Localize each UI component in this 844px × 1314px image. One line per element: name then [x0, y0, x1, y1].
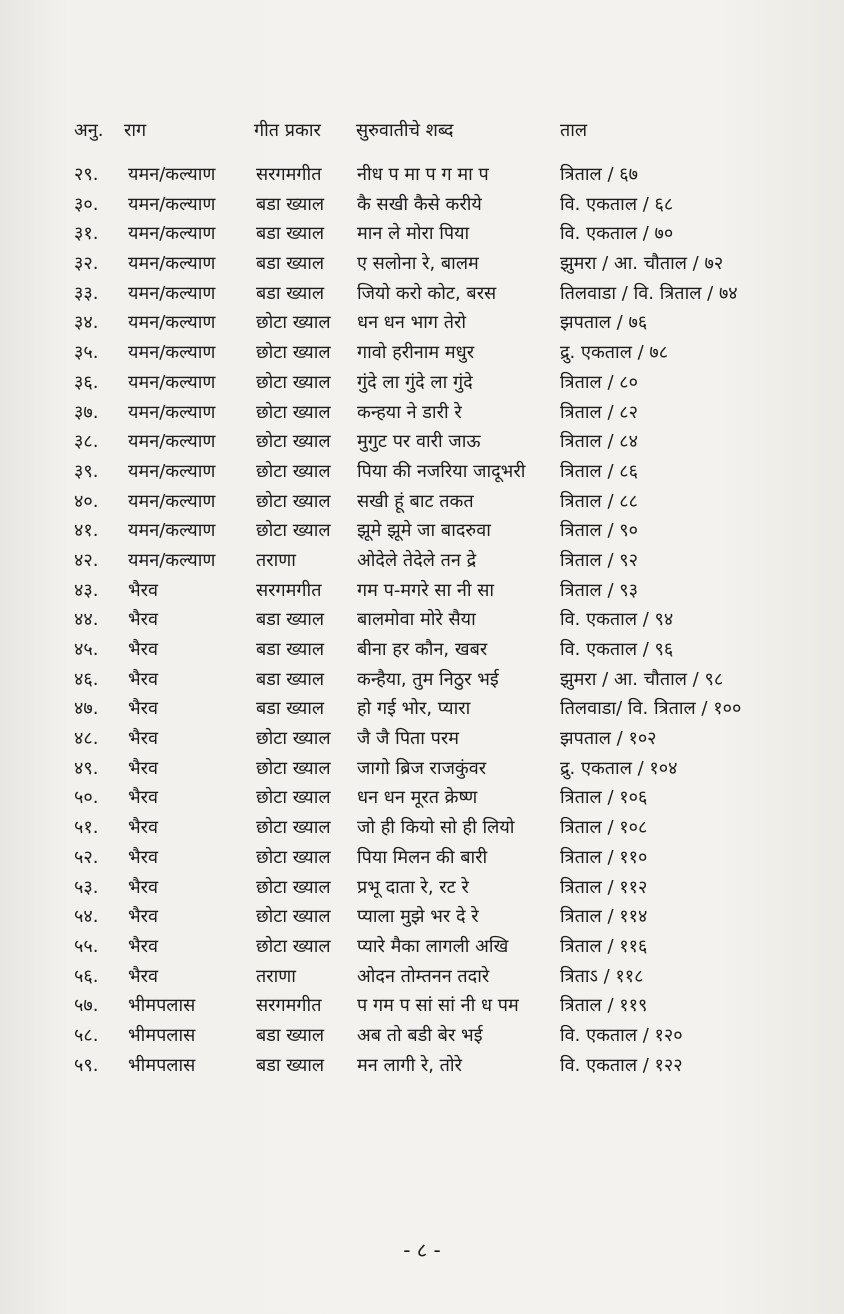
row-song-type: छोटा ख्याल [256, 490, 331, 512]
song-index-table [0, 162, 844, 1082]
row-song-type: बडा ख्याल [256, 609, 325, 631]
row-number: ५२. [74, 846, 99, 868]
header-taal: ताल [560, 120, 588, 141]
row-opening-words: झूमे झूमे जा बादरुवा [357, 520, 491, 542]
row-opening-words: सखी हूं बाट तकत [357, 490, 474, 512]
row-number: ४५. [74, 639, 99, 660]
row-number: ३९. [74, 460, 99, 482]
row-opening-words: कन्हैया, तुम निठुर भई [357, 668, 499, 690]
table-row [0, 370, 844, 400]
row-raag: यमन/कल्याण [128, 282, 216, 304]
row-raag: भैरव [128, 846, 159, 868]
row-song-type: तराणा [256, 549, 296, 571]
row-raag: भैरव [128, 579, 159, 601]
row-opening-words: नीध प मा प ग मा प [357, 164, 489, 185]
row-number: ५५. [74, 935, 99, 957]
table-row [0, 518, 844, 548]
table-row [0, 756, 844, 786]
row-taal: त्रिताल / ८८ [560, 490, 638, 512]
table-row [0, 162, 844, 192]
row-raag: यमन/कल्याण [128, 520, 216, 542]
row-song-type: बडा ख्याल [256, 253, 325, 275]
table-header [0, 118, 844, 148]
row-song-type: सरगमगीत [256, 995, 322, 1017]
row-opening-words: धन धन भाग तेरो [357, 312, 467, 334]
row-opening-words: जियो करो कोट, बरस [357, 282, 497, 304]
row-song-type: बडा ख्याल [256, 282, 325, 304]
row-opening-words: ओदेले तेदेले तन द्रे [357, 549, 477, 571]
row-taal: त्रिताल / ६७ [560, 164, 638, 185]
table-row [0, 429, 844, 459]
row-number: ४०. [74, 490, 99, 512]
row-song-type: बडा ख्याल [256, 698, 325, 720]
row-number: ३७. [74, 401, 99, 423]
row-raag: भैरव [128, 639, 159, 660]
row-number: ४६. [74, 668, 99, 690]
row-taal: त्रिताल / ९२ [560, 549, 638, 571]
row-number: ३८. [74, 431, 99, 453]
row-raag: भैरव [128, 906, 159, 928]
row-taal: तिलवाडा / वि. त्रिताल / ७४ [560, 282, 738, 304]
table-row [0, 607, 844, 637]
row-raag: यमन/कल्याण [128, 401, 216, 423]
row-raag: भैरव [128, 728, 159, 750]
row-opening-words: अब तो बडी बेर भई [357, 1024, 483, 1046]
row-song-type: छोटा ख्याल [256, 817, 331, 839]
row-opening-words: जै जै पिता परम [357, 728, 460, 750]
table-row [0, 1053, 844, 1083]
row-raag: यमन/कल्याण [128, 490, 216, 512]
row-opening-words: कै सखी कैसे करीये [357, 193, 482, 215]
row-raag: भैरव [128, 965, 159, 987]
row-opening-words: ओदन तोम्तनन तदारे [357, 965, 490, 987]
row-raag: यमन/कल्याण [128, 342, 216, 364]
row-taal: द्रु. एकताल / ७८ [560, 342, 669, 364]
row-raag: यमन/कल्याण [128, 460, 216, 482]
row-opening-words: प्रभू दाता रे, रट रे [357, 876, 469, 898]
row-raag: यमन/कल्याण [128, 223, 216, 245]
row-opening-words: पिया मिलन की बारी [357, 846, 488, 868]
table-row [0, 934, 844, 964]
row-taal: त्रिताल / ११४ [560, 906, 648, 928]
row-song-type: छोटा ख्याल [256, 935, 331, 957]
row-raag: भैरव [128, 757, 159, 779]
row-number: ५४. [74, 906, 99, 928]
row-number: ५१. [74, 817, 99, 839]
row-raag: भैरव [128, 609, 159, 631]
row-taal: वि. एकताल / ६८ [560, 193, 674, 215]
table-row [0, 1023, 844, 1053]
row-raag: भीमपलास [128, 995, 196, 1017]
row-taal: वि. एकताल / ९४ [560, 609, 674, 631]
table-row [0, 726, 844, 756]
row-raag: यमन/कल्याण [128, 312, 216, 334]
row-number: ४३. [74, 579, 99, 601]
page-number: - ८ - [403, 1238, 441, 1262]
row-raag: यमन/कल्याण [128, 164, 216, 185]
table-row [0, 964, 844, 994]
row-opening-words: बालमोवा मोरे सैया [357, 609, 476, 631]
row-song-type: छोटा ख्याल [256, 520, 331, 542]
row-number: ३१. [74, 223, 99, 245]
table-row [0, 221, 844, 251]
row-taal: त्रिताल / ८४ [560, 431, 638, 453]
row-taal: त्रिताल / ८० [560, 371, 638, 393]
row-number: ५०. [74, 787, 99, 809]
row-number: ४१. [74, 520, 99, 542]
row-opening-words: मन लागी रे, तोरे [357, 1054, 462, 1076]
table-row [0, 993, 844, 1023]
row-opening-words: मान ले मोरा पिया [357, 223, 470, 245]
table-row [0, 251, 844, 281]
row-song-type: बडा ख्याल [256, 1024, 325, 1046]
row-raag: भैरव [128, 668, 159, 690]
row-raag: भैरव [128, 935, 159, 957]
row-taal: वि. एकताल / ७० [560, 223, 674, 245]
row-taal: त्रिताल / ११६ [560, 935, 648, 957]
row-raag: भीमपलास [128, 1054, 196, 1076]
row-opening-words: जागो ब्रिज राजकुंवर [357, 757, 487, 779]
row-taal: वि. एकताल / ९६ [560, 639, 674, 660]
row-taal: तिलवाडा/ वि. त्रिताल / १०० [560, 698, 742, 720]
row-number: ५६. [74, 965, 99, 987]
row-raag: यमन/कल्याण [128, 549, 216, 571]
table-row [0, 845, 844, 875]
row-taal: त्रिताल / ११२ [560, 876, 648, 898]
row-number: ५८. [74, 1024, 99, 1046]
row-taal: त्रिताल / ८२ [560, 401, 638, 423]
row-song-type: बडा ख्याल [256, 668, 325, 690]
row-number: ४७. [74, 698, 99, 720]
row-opening-words: धन धन मूरत क्रेष्ण [357, 787, 478, 809]
row-song-type: छोटा ख्याल [256, 431, 331, 453]
row-song-type: बडा ख्याल [256, 193, 325, 215]
row-opening-words: प्यारे मैका लागली अखि [357, 935, 509, 957]
row-song-type: बडा ख्याल [256, 223, 325, 245]
row-raag: यमन/कल्याण [128, 193, 216, 215]
row-raag: यमन/कल्याण [128, 253, 216, 275]
row-opening-words: प्याला मुझे भर दे रे [357, 906, 479, 928]
table-row [0, 400, 844, 430]
row-taal: त्रिताल / ८६ [560, 460, 638, 482]
row-raag: यमन/कल्याण [128, 371, 216, 393]
row-number: ३०. [74, 193, 99, 215]
row-song-type: तराणा [256, 965, 296, 987]
row-song-type: छोटा ख्याल [256, 460, 331, 482]
header-raag: राग [124, 120, 147, 141]
row-raag: भीमपलास [128, 1024, 196, 1046]
table-row [0, 815, 844, 845]
row-song-type: छोटा ख्याल [256, 728, 331, 750]
row-taal: त्रिताऽ / ११८ [560, 965, 644, 987]
row-number: ५३. [74, 876, 99, 898]
row-raag: भैरव [128, 787, 159, 809]
row-song-type: सरगमगीत [256, 579, 322, 601]
row-taal: द्रु. एकताल / १०४ [560, 757, 678, 779]
row-number: ३२. [74, 253, 99, 275]
row-number: ४८. [74, 728, 99, 750]
row-song-type: छोटा ख्याल [256, 342, 331, 364]
row-opening-words: ए सलोना रे, बालम [357, 253, 479, 275]
row-song-type: छोटा ख्याल [256, 371, 331, 393]
row-raag: यमन/कल्याण [128, 431, 216, 453]
row-number: ५७. [74, 995, 99, 1017]
row-opening-words: कन्हया ने डारी रे [357, 401, 462, 423]
row-taal: झपताल / १०२ [560, 728, 657, 750]
row-song-type: छोटा ख्याल [256, 401, 331, 423]
table-row [0, 192, 844, 222]
row-opening-words: मुगुट पर वारी जाऊ [357, 431, 481, 453]
row-taal: झुमरा / आ. चौताल / ९८ [560, 668, 724, 690]
row-raag: भैरव [128, 698, 159, 720]
row-song-type: छोटा ख्याल [256, 787, 331, 809]
table-row [0, 696, 844, 726]
table-row [0, 578, 844, 608]
table-row [0, 281, 844, 311]
table-row [0, 340, 844, 370]
row-song-type: छोटा ख्याल [256, 906, 331, 928]
table-row [0, 548, 844, 578]
row-taal: झपताल / ७६ [560, 312, 648, 334]
row-opening-words: गम प-मगरे सा नी सा [357, 579, 495, 601]
row-raag: भैरव [128, 817, 159, 839]
row-taal: त्रिताल / ९३ [560, 579, 638, 601]
row-number: ४९. [74, 757, 99, 779]
row-opening-words: बीना हर कौन, खबर [357, 639, 488, 660]
row-song-type: छोटा ख्याल [256, 757, 331, 779]
row-opening-words: जो ही कियो सो ही लियो [357, 817, 515, 839]
row-number: ३६. [74, 371, 99, 393]
row-taal: वि. एकताल / १२० [560, 1024, 683, 1046]
row-taal: वि. एकताल / १२२ [560, 1054, 683, 1076]
table-row [0, 667, 844, 697]
row-number: ४४. [74, 609, 99, 631]
row-number: ५९. [74, 1054, 99, 1076]
row-taal: त्रिताल / ११९ [560, 995, 648, 1017]
table-row [0, 785, 844, 815]
table-row [0, 489, 844, 519]
row-opening-words: पिया की नजरिया जादूभरी [357, 460, 526, 482]
header-song-type: गीत प्रकार [254, 120, 321, 141]
row-taal: त्रिताल / ११० [560, 846, 648, 868]
row-song-type: छोटा ख्याल [256, 312, 331, 334]
table-row [0, 459, 844, 489]
row-opening-words: प गम प सां सां नी ध पम [357, 995, 519, 1017]
header-opening-words: सुरुवातीचे शब्द [356, 120, 454, 141]
row-song-type: छोटा ख्याल [256, 846, 331, 868]
row-number: ३५. [74, 342, 99, 364]
row-taal: त्रिताल / १०८ [560, 817, 648, 839]
table-row [0, 875, 844, 905]
row-song-type: सरगमगीत [256, 164, 322, 185]
row-taal: झुमरा / आ. चौताल / ७२ [560, 253, 724, 275]
row-taal: त्रिताल / १०६ [560, 787, 648, 809]
row-opening-words: गुंदे ला गुंदे ला गुंदे [357, 371, 473, 393]
row-opening-words: गावो हरीनाम मधुर [357, 342, 475, 364]
row-song-type: बडा ख्याल [256, 1054, 325, 1076]
header-number: अनु. [74, 120, 104, 141]
row-song-type: छोटा ख्याल [256, 876, 331, 898]
row-number: ३४. [74, 312, 99, 334]
table-row [0, 637, 844, 667]
row-song-type: बडा ख्याल [256, 639, 325, 660]
row-raag: भैरव [128, 876, 159, 898]
table-row [0, 904, 844, 934]
row-taal: त्रिताल / ९० [560, 520, 638, 542]
row-number: २९. [74, 164, 99, 185]
row-number: ३३. [74, 282, 99, 304]
row-number: ४२. [74, 549, 99, 571]
table-row [0, 310, 844, 340]
row-opening-words: हो गई भोर, प्यारा [357, 698, 471, 720]
